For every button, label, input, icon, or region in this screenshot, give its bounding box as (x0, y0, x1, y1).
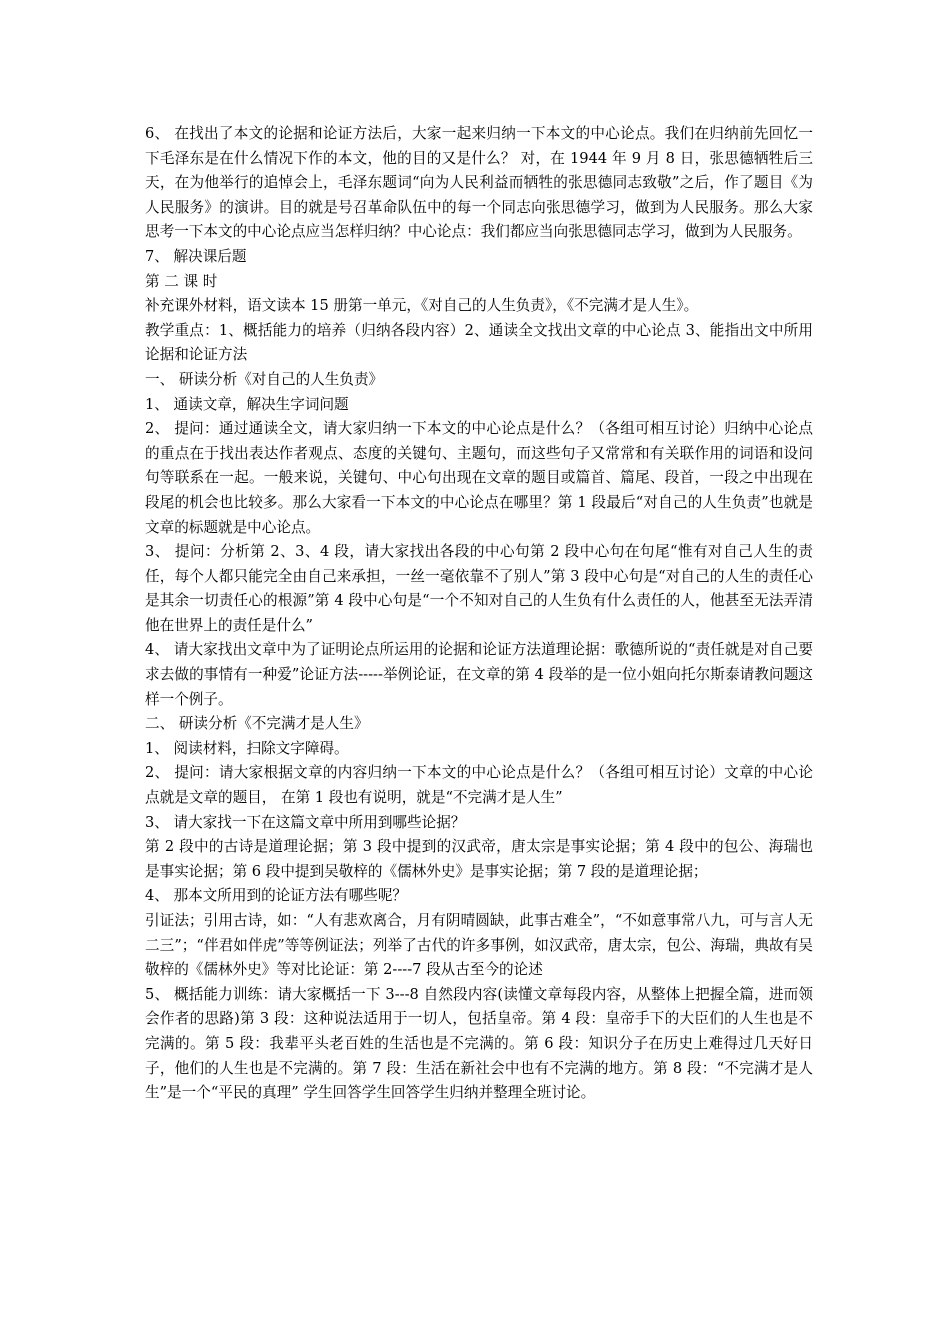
paragraph: 1、 阅读材料，扫除文字障碍。 (145, 739, 349, 757)
paragraph: 第 2 段中的古诗是道理论据；第 3 段中提到的汉武帝，唐太宗是事实论据；第 4 段中的包公、海瑞也是事实论据；第 6 段中提到吴敬梓的《儒林外史》是事实论据；第 7 段的是道理论据； (145, 838, 813, 880)
paragraph: 3、 请大家找一下在这篇文章中所用到哪些论据？ (145, 813, 466, 831)
paragraph: 3、 提问：分析第 2、3、4 段，请大家找出各段的中心句第 2 段中心句在句尾“惟有对自己人生的责任，每个人都只能完全由自己来承担，一丝一毫依靠不了别人”第 3 段中心句是“对自己的人生的责任心是其余一切责任心的根源”第 4 段中心句是“一个不知对自己的人生负有什么责任的人，他甚至无法弄清他在世界上的责任是什么” (145, 543, 813, 634)
paragraph: 补充课外材料，语文读本 15 册第一单元，《对自己的人生负责》，《不完满才是人生》。 (145, 297, 699, 315)
paragraph: 第 二 课 时 (145, 272, 218, 290)
paragraph: 2、 提问：请大家根据文章的内容归纳一下本文的中心论点是什么？（各组可相互讨论）文章的中心论点就是文章的题目， 在第 1 段也有说明，就是“不完满才是人生” (145, 764, 813, 807)
paragraph: 一、 研读分析《对自己的人生负责》 (145, 370, 384, 388)
paragraph: 2、 提问：通过通读全文，请大家归纳一下本文的中心论点是什么？（各组可相互讨论）归纳中心论点的重点在于找出表达作者观点、态度的关键句、主题句，而这些句子又常常和有关联作用的词语和设问句等联系在一起。一般来说，关键句、中心句出现在文章的题目或篇首、篇尾、段首，一段之中出现在段尾的机会也比较多。那么大家看一下本文的中心论点在哪里？第 1 段最后“对自己的人生负责”也就是文章的标题就是中心论点。 (145, 420, 813, 536)
paragraph: 1、 通读文章，解决生字词问题 (145, 395, 349, 413)
paragraph: 引证法；引用古诗，如：“人有悲欢离合，月有阴晴圆缺，此事古难全”，“不如意事常八九，可与言人无二三”；“伴君如伴虎”等等例证法；列举了古代的许多事例，如汉武帝，唐太宗，包公、海瑞，典故有吴敬梓的《儒林外史》等对比论证：第 2----7 段从古至今的论述 (145, 912, 813, 979)
paragraph: 4、 请大家找出文章中为了证明论点所运用的论据和论证方法道理论据：歌德所说的“责任就是对自己要求去做的事情有一种爱”论证方法-----举例论证，在文章的第 4 段举的是一位小姐向托尔斯泰请教问题这样一个例子。 (145, 641, 813, 708)
document-body (145, 122, 813, 1106)
paragraph: 6、 在找出了本文的论据和论证方法后，大家一起来归纳一下本文的中心论点。我们在归纳前先回忆一下毛泽东是在什么情况下作的本文，他的目的又是什么？ 对，在 1944 年 9 月 8 日，张思德牺牲后三天，在为他举行的追悼会上，毛泽东题词“向为人民利益而牺牲的张思德同志致敬”之后，作了题目《为人民服务》的演讲。目的就是号召革命队伍中的每一个同志向张思德学习，做到为人民服务。那么大家思考一下本文的中心论点应当怎样归纳？中心论点：我们都应当向张思德同志学习，做到为人民服务。 (145, 125, 813, 241)
paragraph: 7、 解决课后题 (145, 247, 247, 265)
paragraph: 4、 那本文所用到的论证方法有哪些呢？ (145, 887, 408, 905)
paragraph: 5、 概括能力训练：请大家概括一下 3---8 自然段内容(读懂文章每段内容，从整体上把握全篇，进而领会作者的思路)第 3 段：这种说法适用于一切人，包括皇帝。第 4 段：皇帝手下的大臣们的人生也是不完满的。第 5 段：我辈平头老百姓的生活也是不完满的。第 6 段：知识分子在历史上难得过几天好日子，他们的人生也是不完满的。第 7 段：生活在新社会中也有不完满的地方。第 8 段：“不完满才是人生”是一个“平民的真理” 学生回答学生回答学生归纳并整理全班讨论。 (145, 985, 813, 1102)
paragraph: 教学重点：1、概括能力的培养（归纳各段内容）2、通读全文找出文章的中心论点 3、能指出文中所用论据和论证方法 (145, 321, 813, 364)
paragraph: 二、 研读分析《不完满才是人生》 (145, 715, 369, 733)
